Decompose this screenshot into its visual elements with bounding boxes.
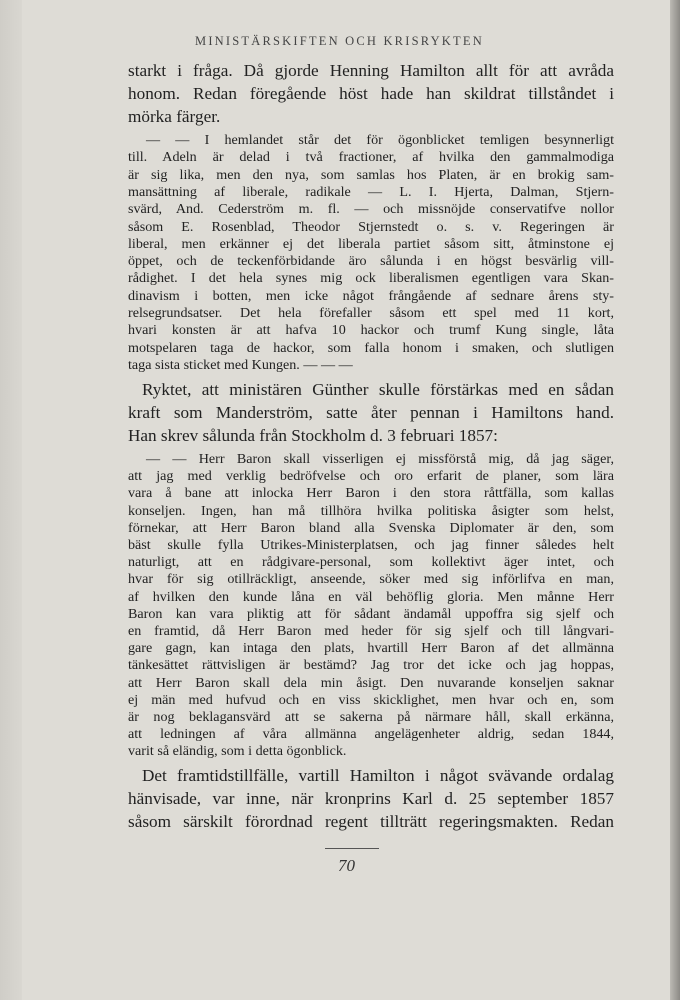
running-head: MINISTÄRSKIFTEN OCH KRISRYKTEN <box>195 34 484 48</box>
page-edge-shadow <box>670 0 680 1000</box>
page-number-rule <box>325 848 379 849</box>
page-number: 70 <box>338 856 355 875</box>
book-page: MINISTÄRSKIFTEN OCH KRISRYKTEN starkt i fråga. Då gjorde Henning Hamilton allt för att avråda honom. Redan föregående höst hade han skildrat tillståndet i mörka färger. — — I hemlandet står det för ögonblicket temligen besynnerligt till. Adeln är delad i två fractioner, af hvilka den gammalmodiga är sig lika, men den nya, som samlas hos Platen, är en brokig sam- mansättning af liberale, radikale — L. I. Hjerta, Dalman, Stjern- svärd, And. Cederström m. fl. — och missnöjde conservatifve nollor såsom E. Rosenblad, Theodor Stjernstedt o. s. v. Regeringen är liberal, men erkänner ej det liberala partiet såsom sitt, åtminstone ej öppet, och de teckenförbidande äro sålunda i en högst besvärlig vill- rådighet. I det hela synes mig ock liberalismen egentligen vara Skan- dinavism i botten, men icke något frångående af sednare årens sty- relsegrundsatser. Det hela förefaller såsom ett spel med 11 kort, hvari konsten är att hafva 10 hackor och trumf Kung single, låta motspelaren taga de hackor, som falla honom i smaken, och slutligen taga sista sticket med Kungen. — — — Ryktet, att ministären Günther skulle förstärkas med en sådan kraft som Manderström, satte åter pennan i Hamiltons hand. Han skrev sålunda från Stockholm d. 3 februari 1857: — — Herr Baron skall visserligen ej missförstå mig, då jag säger, att jag med verklig bedröfvelse och oro erfarit de planer, som lära vara å bane att inlocka Herr Baron i den stora råttfälla, som kallas konseljen. Ingen, han må tillhöra hvilka politiska åsigter som helst, förnekar, att Herr Baron bland alla Svenska Diplomater är den, som bäst skulle fylla Utrikes-Ministerplatsen, och jag finner således helt naturligt, att en rådgivare-personal, som kollektivt äger intet, och hvar för sig otillräckligt, anseende, söker med sig införlifva en man, af hvilken den kunde låna en väl behöflig gloria. Men månne Herr Baron kan vara pliktig att för sådant ändamål uppoffra sig sjelf och en framtid, då Herr Baron med heder för sig sjelf och till långvari- gare gagn, kan intaga den plats, hvartill Herr Baron af det allmänna tänkesättet rättvisligen är bestämd? Jag tror det icke och jag hoppas, att Herr Baron skall dela min åsigt. Den nuvarande konseljen saknar ej män med hufvud och en viss skicklighet, men hvar och en, som är nog beklagansvärd att se sakerna på närmare håll, skall erkänna, att ledningen af våra allmänna angelägenheter aldrig, sedan 1844, varit så eländig, som i detta ögonblick. Det framtidstillfälle, vartill Hamilton i något svävande ordalag hänvisade, var inne, när kronprins Karl d. 25 september 1857 såsom särskilt förordnad regent tillträtt regeringsmakten. Redan 70 <box>0 0 680 1000</box>
page-gutter <box>0 0 22 1000</box>
